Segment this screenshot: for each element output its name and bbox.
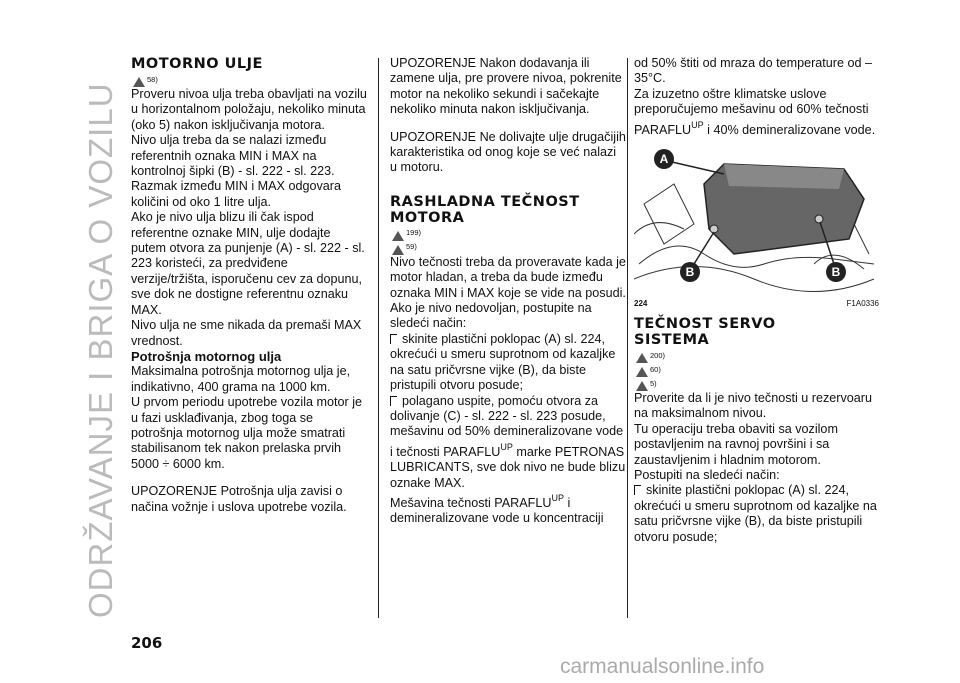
page-number: 206 [131,634,163,652]
paragraph: UPOZORENJE Nakon dodavanja ili zamene ulja, pre provere nivoa, pokrenite motor na nekoliko sekundi i sačekajte nekoliko minuta nakon isključivanja. [390,56,622,117]
warning-ref: 199) [392,228,626,241]
paragraph: Ako je nivo nedovoljan, postupite na sledeći način: [390,301,592,331]
bullet-item: skinite plastični poklopac (A) sl. 224, okrećući u smeru suprotnom od kazaljke na satu pričvrsne vijke (B), da biste pristupili otvoru posude; [390,331,616,393]
warning-ref: 59) [392,242,626,255]
figure-label-a: A [659,152,669,167]
section-title-engine-oil: MOTORNO ULJE [131,56,263,72]
column-3 [634,56,879,545]
warning-ref: 58) [133,74,367,87]
paragraph: Tu operaciju treba obaviti sa vozilom postavljenim na ravnoj površini i sa zaustavljenim i hladnim motorom. [634,421,838,467]
paragraph: Razmak između MIN i MAX odgovara količini od oko 1 litre ulja. [131,179,341,209]
figure-224 [634,144,879,312]
column-1 [131,56,367,515]
column-divider [378,58,379,618]
section-title-power-steering: TEČNOST SERVO SISTEMA [634,316,776,349]
paragraph: Maksimalna potrošnja motornog ulja je, indikativno, 400 grama na 1000 km. [131,364,351,394]
warning-triangle-icon [392,231,404,241]
paragraph: Proveru nivoa ulja treba obavljati na vozilu u horizontalnom položaju, nekoliko minuta (oko 5) nakon isključivanja motora. [131,87,367,132]
warning-ref: 60) [636,364,879,377]
bullet-icon [390,334,397,344]
subsection-title: Potrošnja motornog ulja [131,348,282,364]
paragraph: Ako je nivo ulja blizu ili čak ispod referentne oznake MIN, ulje dodajte putem otvora za punjenje (A) - sl. 222 - sl. 223 koristeći, za predviđene verzije/tržišta, isporučenu cev za dopunu, sve dok ne dostigne referentnu oznaku MAX. [131,210,365,317]
paragraph: Proverite da li je nivo tečnosti u rezervoaru na maksimalnom nivou. [634,391,872,421]
warning-triangle-icon [636,381,648,391]
bullet-icon [390,396,397,406]
warning-triangle-icon [636,367,648,377]
paragraph: Mešavina tečnosti $PARAFLU^{UP}$ i demineralizovane vode u koncentraciji [390,492,604,526]
figure-number: 224 [634,299,648,309]
warning-triangle-icon [636,353,648,363]
warning-triangle-icon [133,77,145,87]
warning-ref: 200) [636,350,879,363]
figure-code: F1A0336 [846,299,879,309]
side-title-text: ODRŽAVANJE I BRIGA O VOZILU [82,82,119,618]
figure-label-b: B [685,265,695,280]
paragraph: U prvom periodu upotrebe vozila motor je u fazi usklađivanja, zbog toga se potrošnja motornog ulja može smatrati stabilisanom tek nakon prelaska prvih 5000 ÷ 6000 km. [131,395,362,471]
paragraph: Nivo tečnosti treba da proveravate kada je motor hladan, a treba da bude između oznaka MIN i MAX koje se vide na posudi. [390,254,626,300]
column-divider [627,58,628,618]
column-2 [390,56,626,527]
bullet-item: polagano uspite, pomoću otvora za dolivanje (C) - sl. 222 - sl. 223 posude, mešavinu od 50% demineralizovane vode i tečnosti $PARAFLU^{UP}$ marke PETRONAS LUBRICANTS, sve dok nivo ne bude blizu oznake MAX. [390,393,626,490]
paragraph: Nivo ulja ne sme nikada da premaši MAX vrednost. [131,318,362,348]
bullet-item: skinite plastični poklopac (A) sl. 224, okrećući u smeru suprotnom od kazaljke na satu pričvrsne vijke (B), da biste pristupili otvoru posude; [634,483,877,544]
paragraph: od 50% štiti od mraza do temperature od –35°C. [634,56,873,86]
paragraph: Postupiti na sledeći način: [634,468,780,483]
warning-ref: 5) [636,378,879,391]
section-title-coolant: RASHLADNA TEČNOST MOTORA [390,193,580,226]
footer-watermark: carmanualsonline.info [560,655,765,678]
engine-bay-illustration [634,144,879,294]
paragraph: Nivo ulja treba da se nalazi između referentnih oznaka MIN i MAX na kontrolnoj šipki (B) - sl. 222 - sl. 223. [131,133,335,179]
side-chapter-title [82,18,122,618]
paragraph: UPOZORENJE Potrošnja ulja zavisi o načina vožnje i uslova upotrebe vozila. [131,484,347,514]
paragraph: UPOZORENJE Ne dolivajte ulje drugačijih karakteristika od onog koje se već nalazi u motoru. [390,129,626,175]
bullet-icon [634,485,641,495]
figure-label-b: B [831,265,841,280]
warning-triangle-icon [392,245,404,255]
paragraph: Za izuzetno oštre klimatske uslove preporučujemo mešavinu od 60% tečnosti $PARAFLU^{UP}$ i 40% demineralizovane vode. [634,86,876,137]
